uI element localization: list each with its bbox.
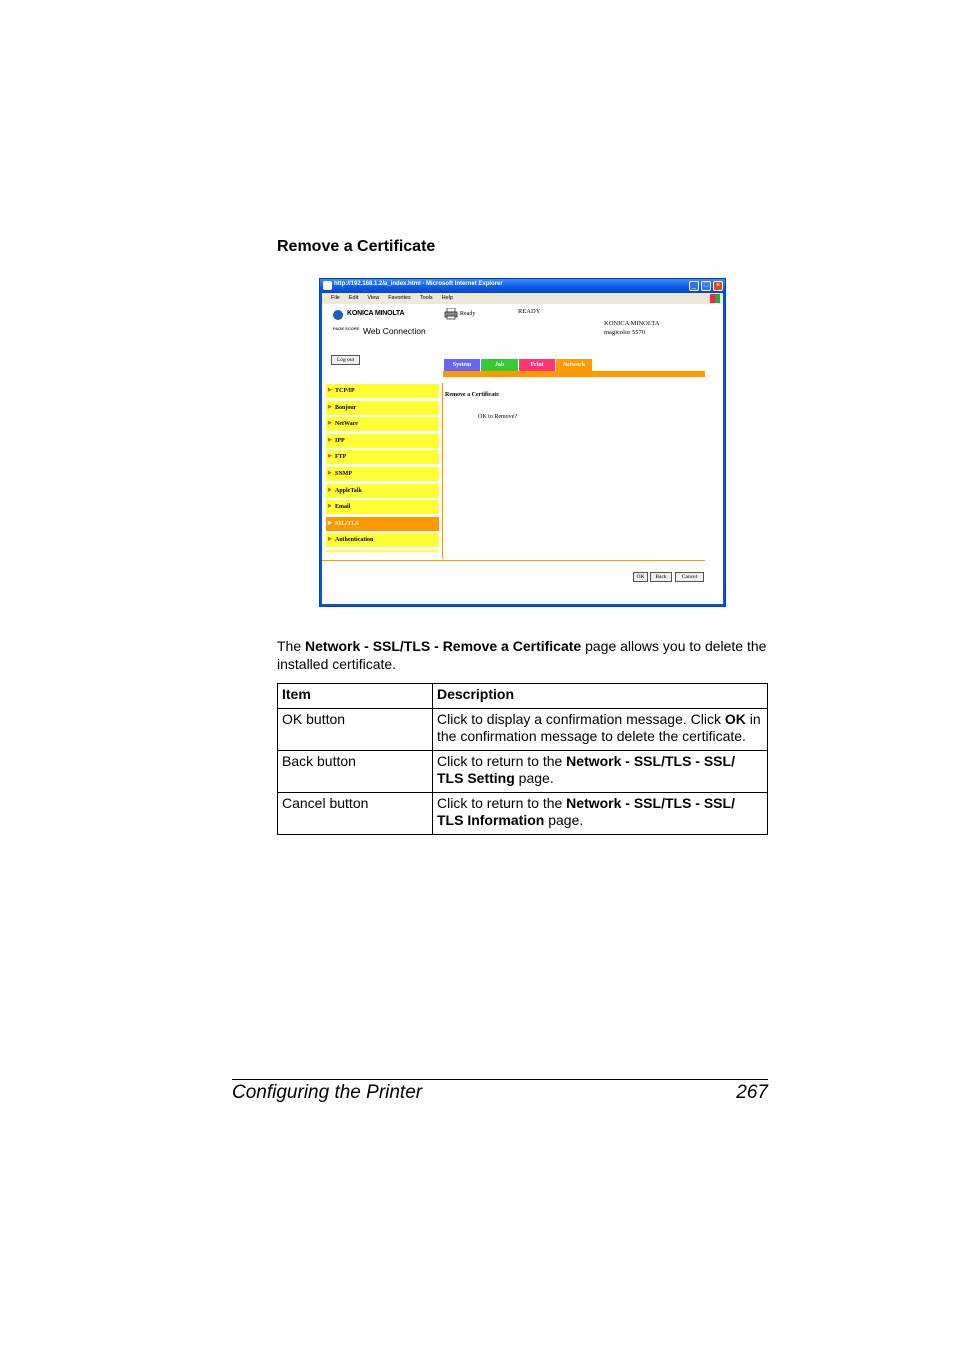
arrow-icon: ▶ — [328, 437, 332, 443]
menu-help[interactable]: Help — [441, 295, 453, 301]
menu-file[interactable]: File — [331, 295, 340, 301]
nav-item-snmp[interactable] — [326, 467, 439, 481]
arrow-icon: ▶ — [328, 520, 332, 526]
item-cell: Cancel button — [278, 792, 433, 834]
table-header — [278, 684, 768, 709]
konica-minolta-logo-icon — [333, 310, 343, 320]
confirm-message: OK to Remove? — [478, 414, 517, 420]
footer-divider — [322, 560, 705, 561]
window-title: http://192.168.1.2/a_index.html - Microsoft Internet Explorer — [334, 281, 503, 287]
nav-item-email[interactable] — [326, 500, 439, 514]
status-text: Ready — [460, 311, 476, 317]
tab-job[interactable]: Job — [481, 359, 518, 371]
menu-view[interactable]: View — [367, 295, 380, 301]
menu-edit[interactable]: Edit — [348, 295, 359, 301]
arrow-icon: ▶ — [328, 454, 332, 460]
close-button[interactable]: × — [713, 281, 723, 291]
header-item: Item — [278, 684, 433, 709]
description-cell: Click to return to the Network - SSL/TLS - SSL/ TLS Setting page. — [433, 750, 768, 792]
tab-network[interactable]: Network — [556, 359, 592, 371]
arrow-icon: ▶ — [328, 421, 332, 427]
minimize-button[interactable]: _ — [689, 281, 699, 291]
nav-item-label: SSL/TLS — [335, 520, 359, 527]
tab-underline — [443, 371, 705, 377]
nav-item-label: AppleTalk — [335, 487, 362, 494]
section-heading: Remove a Certificate — [277, 238, 436, 255]
logo-brand: KONICA MINOLTA — [347, 310, 405, 317]
page-number: 267 — [736, 1082, 768, 1103]
nav-item-label: IPP — [335, 437, 345, 444]
table-row — [278, 708, 768, 750]
cancel-button[interactable]: Cancel — [675, 572, 704, 582]
nav-item-label: Bonjour — [335, 404, 357, 411]
brand-name: KONICA MINOLTA — [604, 320, 660, 327]
table-row — [278, 750, 768, 792]
item-cell: OK button — [278, 708, 433, 750]
nav-item-appletalk[interactable] — [326, 484, 439, 498]
ie-icon — [323, 281, 332, 290]
nav-end — [326, 550, 439, 552]
pagescope-logo: PAGE SCOPE — [333, 326, 360, 331]
item-cell: Back button — [278, 750, 433, 792]
arrow-icon: ▶ — [328, 388, 332, 393]
nav-item-label: NetWare — [335, 421, 358, 428]
tab-print[interactable]: Print — [519, 359, 555, 371]
divider — [442, 383, 443, 559]
arrow-icon: ▶ — [328, 404, 332, 410]
title-bar — [320, 279, 725, 293]
printer-icon — [444, 308, 458, 320]
browser-window — [319, 278, 726, 607]
menu-favorites[interactable]: Favorites — [388, 295, 411, 301]
maximize-button[interactable]: □ — [701, 281, 711, 291]
arrow-icon: ▶ — [328, 470, 332, 476]
header-description: Description — [433, 684, 768, 709]
page-title: Remove a Certificate — [445, 392, 499, 398]
arrow-icon: ▶ — [328, 487, 332, 493]
nav-item-ssl-tls[interactable] — [326, 517, 439, 531]
windows-flag-icon — [710, 294, 720, 303]
item-table — [277, 683, 768, 835]
logout-button[interactable]: Log out — [331, 355, 360, 365]
device-brand — [604, 319, 659, 337]
description-paragraph: The Network - SSL/TLS - Remove a Certificate page allows you to delete the installed certificate. — [277, 638, 767, 672]
footer-rule — [232, 1079, 768, 1080]
nav-item-authentication[interactable] — [326, 533, 439, 547]
paragraph-bold: Network - SSL/TLS - Remove a Certificate — [305, 638, 582, 654]
nav-item-label: Authentication — [335, 537, 374, 544]
menu-bar — [322, 293, 723, 304]
nav-item-bonjour[interactable] — [326, 401, 439, 415]
footer-chapter: Configuring the Printer — [232, 1082, 423, 1103]
web-page — [322, 304, 723, 604]
arrow-icon: ▶ — [328, 537, 332, 543]
nav-item-label: TCP/IP — [335, 388, 355, 394]
model-name: magicolor 5570 — [604, 329, 645, 336]
nav-item-label: SNMP — [335, 470, 352, 477]
side-nav — [326, 384, 439, 552]
table-row — [278, 792, 768, 834]
nav-item-label: Email — [335, 504, 351, 511]
description-cell: Click to display a confirmation message. Click OK in the confirmation message to delete the certificate. — [433, 708, 768, 750]
logo-product: Web Connection — [363, 326, 426, 336]
status-caps: READY — [518, 308, 541, 315]
nav-item-label: FTP — [335, 454, 347, 461]
description-cell: Click to return to the Network - SSL/TLS - SSL/ TLS Information page. — [433, 792, 768, 834]
arrow-icon: ▶ — [328, 504, 332, 510]
menu-tools[interactable]: Tools — [419, 295, 433, 301]
nav-item-ftp[interactable] — [326, 450, 439, 464]
tab-system[interactable]: System — [444, 359, 480, 371]
nav-item-tcp-ip[interactable] — [326, 384, 439, 398]
nav-item-ipp[interactable] — [326, 434, 439, 448]
ok-button[interactable]: OK — [633, 572, 648, 582]
nav-item-netware[interactable] — [326, 417, 439, 431]
back-button[interactable]: Back — [650, 572, 672, 582]
